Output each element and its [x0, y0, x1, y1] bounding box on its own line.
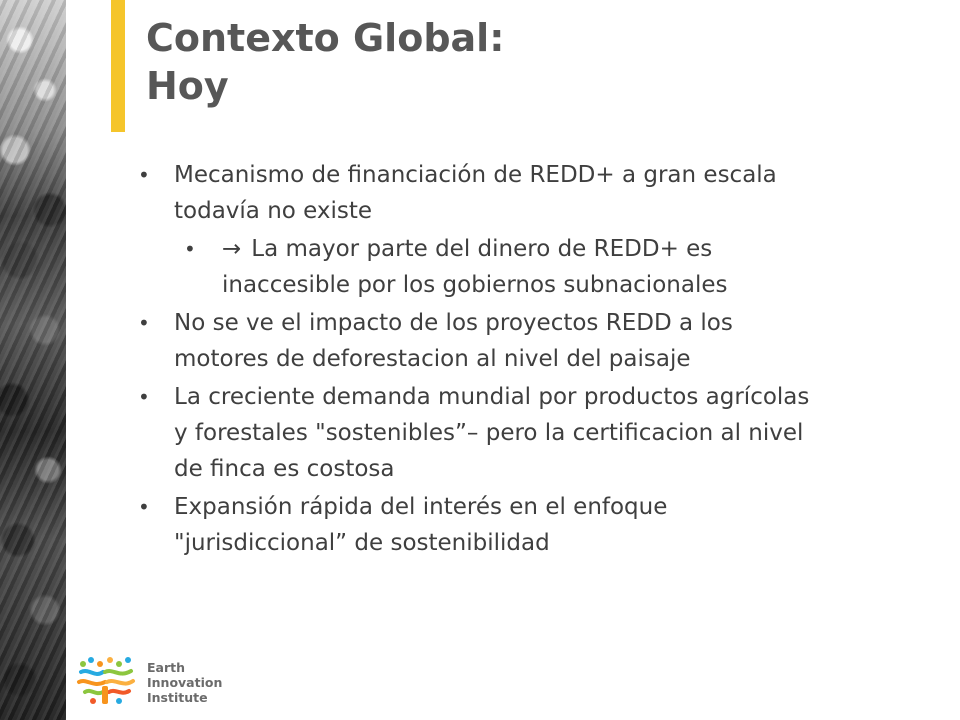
bullet-text-line: La mayor parte del dinero de REDD+ es — [251, 236, 713, 262]
bullet-list — [136, 157, 896, 561]
logo-text — [147, 660, 222, 705]
bullet-text-line: motores de deforestacion al nivel del paisaje — [174, 346, 691, 372]
bullet-text-line: No se ve el impacto de los proyectos REDD a los — [174, 310, 733, 336]
bullet-icon: • — [138, 495, 150, 519]
logo-line-2: Innovation — [147, 675, 223, 690]
bullet-icon: • — [138, 311, 150, 335]
bullet-text-line: inaccesible por los gobiernos subnacionales — [222, 272, 728, 298]
bullet-icon: • — [138, 385, 150, 409]
slide-title — [146, 14, 504, 110]
title-line-1: Contexto Global: — [146, 16, 505, 60]
logo-line-3: Institute — [147, 690, 208, 705]
bullet-text-line: Mecanismo de financiación de REDD+ a gran escala — [174, 162, 777, 188]
earth-innovation-logo-icon — [75, 656, 137, 706]
bullet-text-line: La creciente demanda mundial por productos agrícolas — [174, 384, 810, 410]
accent-bar — [111, 0, 125, 132]
bullet-item — [136, 157, 896, 229]
bullet-item — [136, 305, 896, 377]
earth-innovation-logo — [75, 656, 245, 706]
bullet-icon: • — [184, 237, 196, 261]
bullet-text-line: Expansión rápida del interés en el enfoque — [174, 494, 668, 520]
title-line-2: Hoy — [146, 64, 229, 108]
bullet-item — [136, 489, 896, 561]
bullet-text-line: y forestales "sostenibles”– pero la certificacion al nivel — [174, 420, 804, 446]
sub-bullet-item — [136, 231, 896, 303]
forest-photo-strip — [0, 0, 66, 720]
bullet-text-line: de finca es costosa — [174, 456, 395, 482]
bullet-item — [136, 379, 896, 487]
bullet-text-line: todavía no existe — [174, 198, 373, 224]
arrow-right-icon: → — [222, 236, 242, 262]
logo-line-1: Earth — [147, 660, 186, 675]
bullet-icon: • — [138, 163, 150, 187]
bullet-text-line: "jurisdiccional” de sostenibilidad — [174, 530, 550, 556]
